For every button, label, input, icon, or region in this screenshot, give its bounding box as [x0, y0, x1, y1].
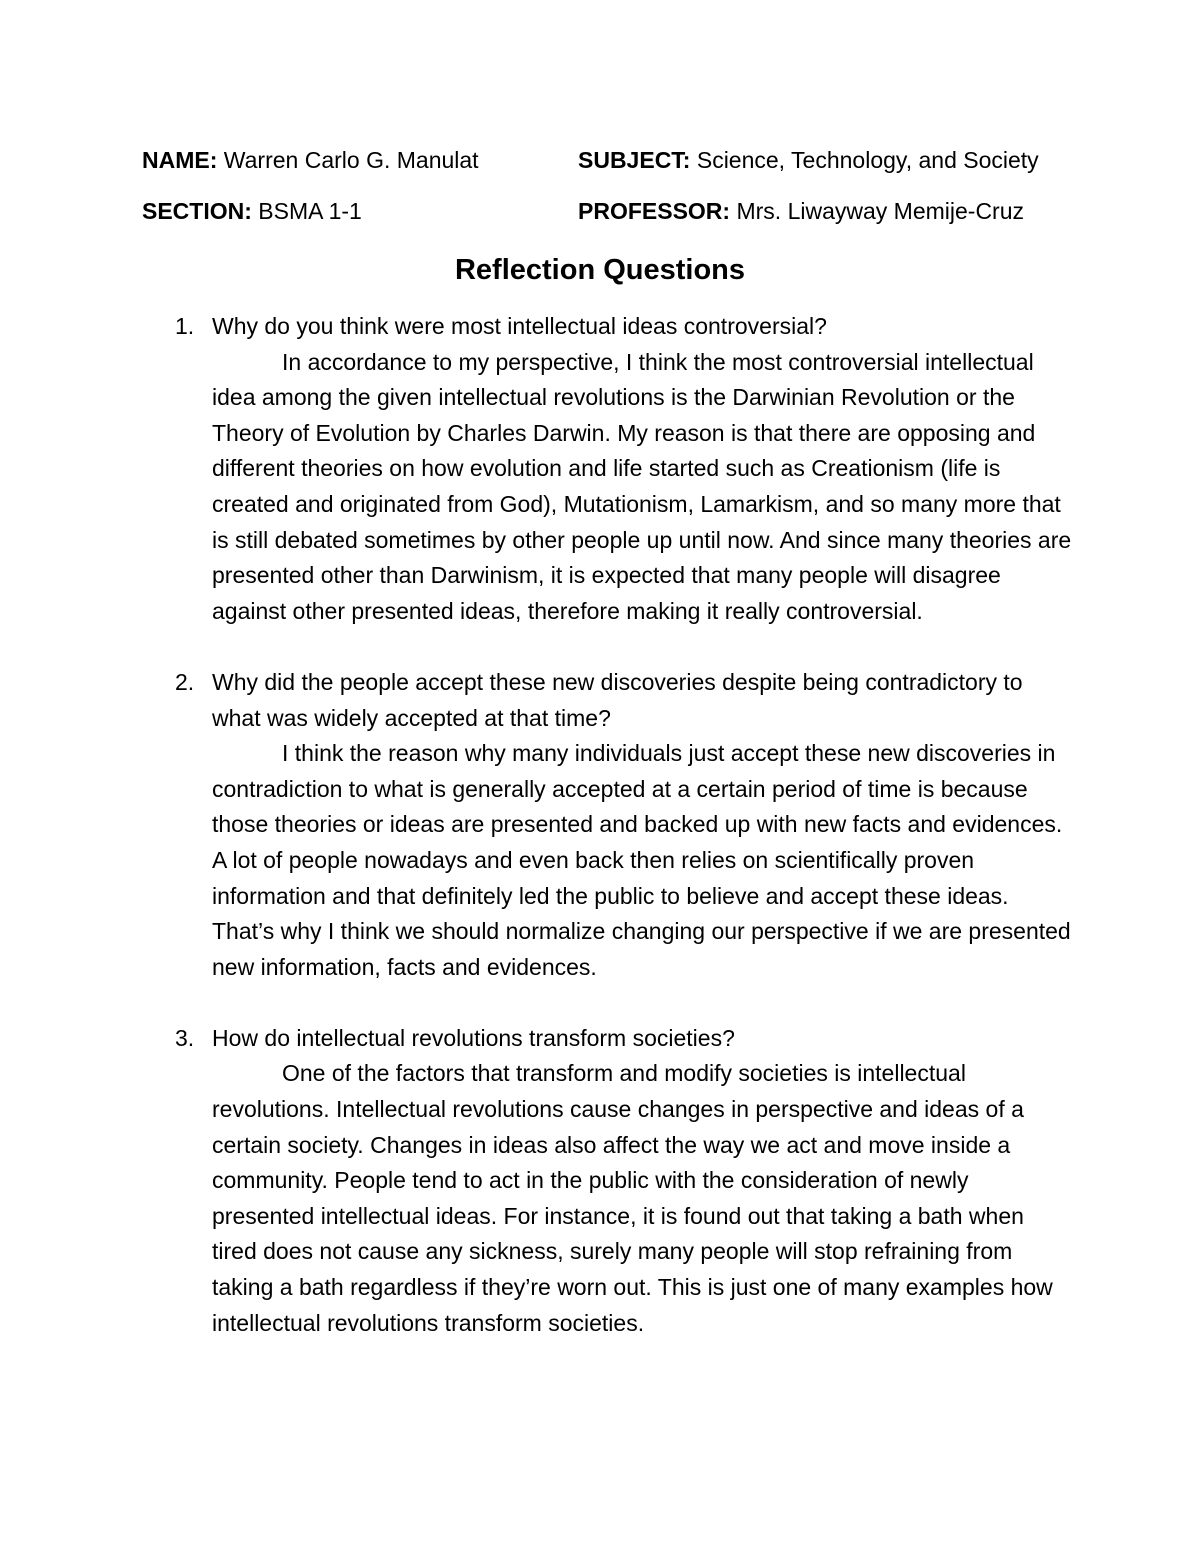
question-item-2 — [175, 665, 1072, 985]
name-field — [142, 145, 479, 175]
question-number: 1. — [175, 313, 195, 339]
spacer — [212, 629, 1072, 665]
page-title: Reflection Questions — [454, 254, 746, 286]
name-value: Warren Carlo G. Manulat — [217, 147, 479, 173]
answer-text: One of the factors that transform and modify societies is intellectual revolutions. Intellectual revolutions cause changes in perspective and ideas of a certain society. Changes in ideas also affect the way we act and move inside a community. People tend to act in the public with the consideration of newly presented intellectual ideas. For instance, it is found out that taking a bath when tired does not cause any sickness, surely many people will stop refraining from taking a bath regardless if they’re worn out. This is just one of many examples how intellectual revolutions transform societies. — [212, 1060, 1053, 1336]
professor-label: PROFESSOR: — [578, 198, 731, 224]
question-number: 2. — [175, 668, 195, 695]
subject-value: Science, Technology, and Society — [690, 147, 1039, 173]
question-number: 3. — [175, 1024, 195, 1051]
professor-value: Mrs. Liwayway Memije-Cruz — [730, 198, 1025, 224]
section-value: BSMA 1-1 — [251, 198, 362, 224]
section-field — [142, 196, 362, 226]
subject-field — [578, 145, 1039, 175]
question-text: Why did the people accept these new discoveries despite being contradictory to what was widely accepted at that time? — [212, 668, 1023, 731]
questions-list — [175, 309, 1072, 1341]
answer-text: I think the reason why many individuals just accept these new discoveries in contradiction to what is generally accepted at a certain period of time is because those theories or ideas are presented and backed up with new facts and evidences. A lot of people nowadays and even back then relies on scientifically proven information and that definitely led the public to believe and accept these ideas. That’s why I think we should normalize changing our perspective if we are presented new information, facts and evidences. — [212, 740, 1071, 980]
question-text: How do intellectual revolutions transform societies? — [212, 1024, 735, 1051]
question-item-1 — [175, 309, 1072, 629]
subject-label: SUBJECT: — [578, 147, 691, 173]
question-text: Why do you think were most intellectual ideas controversial? — [212, 313, 827, 339]
professor-field — [578, 196, 1024, 226]
section-label: SECTION: — [142, 198, 252, 224]
answer-text: In accordance to my perspective, I think the most controversial intellectual idea among the given intellectual revolutions is the Darwinian Revolution or the Theory of Evolution by Charles Darwin. My reason is that there are opposing and different theories on how evolution and life started such as Creationism (life is created and originated from God), Mutationism, Lamarkism, and so many more that is still debated sometimes by other people up until now. And since many theories are presented other than Darwinism, it is expected that many people will disagree against other presented ideas, therefore making it really controversial. — [212, 348, 1072, 624]
spacer — [212, 985, 1072, 1021]
name-label: NAME: — [142, 147, 218, 173]
question-item-3 — [175, 1021, 1072, 1341]
